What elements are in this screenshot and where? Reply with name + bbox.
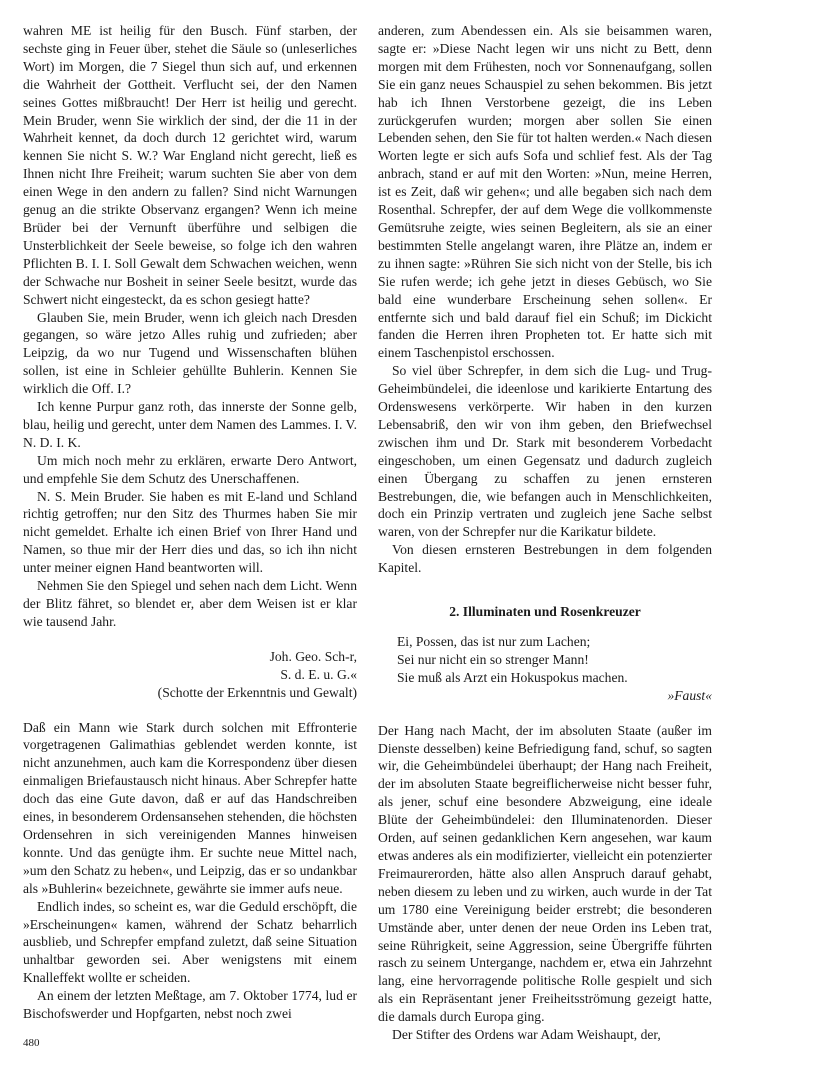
epigraph-line: Sei nur nicht ein so strenger Mann! [397,651,589,667]
spacer [378,705,712,722]
paragraph: Daß ein Mann wie Stark durch solchen mit Effronterie vorgetragenen Galimathias geblendet werden konnte, ist nicht anzunehmen, auch kam die Korrespondenz über diesen einmaligen Briefaustausch nicht hinaus. Aber Schrepfer hatte doch das eine Gute davon, daß er auf das Handschreiben eines, in besonderem Ordensansehen stehenden, die höchsten Ordensehren in sich vereinigenden Mannes hinweisen konnte. Und das genügte ihm. Er suchte neue Mittel nach, »um den Schatz zu heben«, und Leipzig, das er so undankbar als »Buhlerin« bezeichnete, gewährte sie immer aufs neue. [23,719,357,896]
paragraph: anderen, zum Abendessen ein. Als sie beisammen waren, sagte er: »Diese Nacht legen wir uns nicht zu Bett, denn morgen mit dem Frühesten, noch vor Sonnenaufgang, sollen Sie ein ganz neues Schauspiel zu sehen bekommen. Bis jetzt hab ich Ihnen Verstorbene gezeigt, die ins Leben zurückgerufen wurden; morgen aber sollen Sie einen Lebenden sehen, den Sie für tot halten werden.« Nach diesen Worten legte er sich aufs Sofa und schlief fest. Als der Tag anbrach, stand er auf mit den Worten: »Nun, meine Herren, ist es Zeit, daß wir gehen«; und alle begaben sich nach dem Rosenthal. Schrepfer, der auf dem Wege die vollkommenste Gemütsruhe zeigte, wies seinen Begleitern, als sie an einer bestimmten Stelle angelangt waren, ihre Plätze an, indem er zu ihnen sagte: »Rühren Sie sich nicht von der Stelle, bis ich Sie rufen werde; ich gehe jetzt in dieses Gebüsch, wo Sie bald eine wunderbare Erscheinung sehen sollen«. Er entfernte sich und bald darauf fiel ein Schuß; im Dickicht fanden die Herren ihren Propheten tot. Er hatte sich mit einem Taschenpistol erschossen. [378,23,712,361]
paragraph: Von diesen ernsteren Bestrebungen in dem folgenden Kapitel. [378,542,712,576]
paragraph: An einem der letzten Meßtage, am 7. Oktober 1774, lud er Bischofswerder und Hopfgarten, nebst noch zwei [23,988,357,1022]
paragraph: Der Hang nach Macht, der im absoluten Staate (außer im Dienste desselben) keine Befriedigung fand, schuf, so sagten wir, die Geheimbündelei überhaupt; der Hang nach Freiheit, der im absoluten Staate begreiflicherweise nicht besser fuhr, als jener, schuf eine besondere Abzweigung, eine ideale Blüte der Geheimbündelei: den Illuminatenorden. Dieser Orden, auf seinen gedanklichen Kern angesehen, war kaum etwas anderes als ein modifizierter, vielleicht ein potenzierter Freimaurerorden, hätte also allen Anspruch darauf gehabt, neben diesem zu leben und zu wirken, auch wurde in der Tat um 1780 eine Vereinigung beider erstrebt; die besonderen Umstände aber, unter denen der neue Orden ins Leben trat, seine Rührigkeit, seine Aggression, seine Übergriffe führten rasch zu seinem Untergange, nachdem er, etwa ein Jahrzehnt lang, eine hervorragende politische Rolle gespielt und sich als ein Repräsentant jener Freiheitsströmung gezeigt hatte, die damals durch Europa ging. [378,722,712,1025]
right-column [378,22,712,1044]
paragraph: So viel über Schrepfer, in dem sich die Lug- und Trug- Geheimbündelei, die ideenlose und karikierte Entartung des Ordenswesens verkörperte. Wir haben in den kurzen Lebensabriß, den wir von ihm geben, den Briefwechsel zwischen ihm und Dr. Stark mit besonderem Vorbedacht eingeschoben, um einen Gegensatz und dadurch zugleich einen Übergang zu schaffen zu jenen ernsteren Bestrebungen, die, wie befangen auch in Menschlichkeiten, doch ein Prinzip vertraten und zugleich jene Sache selbst waren, von der Schrepfer nur die Karikatur bildete. [378,363,712,540]
epigraph-line: Ei, Possen, das ist nur zum Lachen; [397,634,591,649]
paragraph: wahren ME ist heilig für den Busch. Fünf starben, der sechste ging in Feuer über, stehet die Säule so (unleserliches Wort) im Morgen, die 7 Siegel thun sich auf, und erkennen die Wahrheit der Gottheit. Verflucht sei, der den Namen seines Gottes mißbraucht! Der Herr ist heilig und gerecht. Mein Bruder, wenn Sie wirklich der sind, der die 11 in der Wahrheit kennet, da doch durch 12 gerichtet wird, warum kennen Sie nicht S. W.? War England nicht gerecht, ließ es Ihnen nicht Ihre Freiheit; warum suchten Sie aber von dem einen Wege in den andern zu fallen? Sind nicht Warnungen genug an die strikte Observanz ergangen? Wenn ich meine Brüder bei der Vernunft überführe und selbigen die Unsterblichkeit der Seele beweise, so folge ich den wahren Pflichten B. I. I. Soll Gewalt dem Schwachen weichen, wenn der Schwache nur Bosheit in seiner Seele besitzt, wurde das Schwert nicht eingesteckt, da es schon gesiegt hatte? [23,23,357,307]
signature-title: (Schotte der Erkenntnis und Gewalt) [157,684,357,700]
spacer [378,577,712,603]
spacer [23,631,357,648]
epigraph-line: Sie muß als Arzt ein Hokuspokus machen. [397,669,628,685]
epigraph [378,633,712,687]
section-heading: 2. Illuminaten und Rosenkreuzer [449,604,641,620]
signature-abbrev: S. d. E. u. G.« [280,666,357,682]
signature-name: Joh. Geo. Sch-r, [269,648,357,664]
paragraph: N. S. Mein Bruder. Sie haben es mit E-land und Schland richtig getroffen; nur den Sitz des Thurmes haben Sie mir nicht gemeldet. Erhalte ich einen Brief von Ihrer Hand und Namen, so thue mir der Herr dies und das, so ich ihn nicht unter meiner eignen Hand beantworten will. [23,488,357,576]
spacer [23,702,357,719]
letter-signature [23,648,357,702]
paragraph: Nehmen Sie den Spiegel und sehen nach dem Licht. Wenn der Blitz fähret, so blendet er, aber dem Weisen ist er klar wie tausend Jahr. [23,578,357,629]
page-number: 480 [23,1037,40,1049]
paragraph: Endlich indes, so scheint es, war die Geduld erschöpft, die »Erscheinungen« kamen, während der Schatz beharrlich ausblieb, und Schrepfer empfand zuletzt, daß seine Situation unhaltbar geworden sei. Aber wenigstens mit einem Knalleffekt wollte er scheiden. [23,898,357,986]
spacer [378,621,712,633]
paragraph: Der Stifter des Ordens war Adam Weishaupt, der, [392,1027,661,1043]
paragraph: Um mich noch mehr zu erklären, erwarte Dero Antwort, und empfehle Sie dem Schutz des Unerschaffenen. [23,452,357,486]
paragraph: Glauben Sie, mein Bruder, wenn ich gleich nach Dresden gegangen, so wäre jetzo Alles ruhig und zufrieden; aber Leipzig, da wo nur Tugend und Wissenschaften blühen sollen, ist eine in Schleier gehüllte Buhlerin. Kennen Sie wirklich die Off. I.? [23,309,357,397]
epigraph-attribution: »Faust« [667,687,712,703]
left-column [23,22,357,1023]
paragraph: Ich kenne Purpur ganz roth, das innerste der Sonne gelb, blau, heilig und gerecht, unter dem Namen des Lammes. I. V. N. D. I. K. [23,399,357,450]
